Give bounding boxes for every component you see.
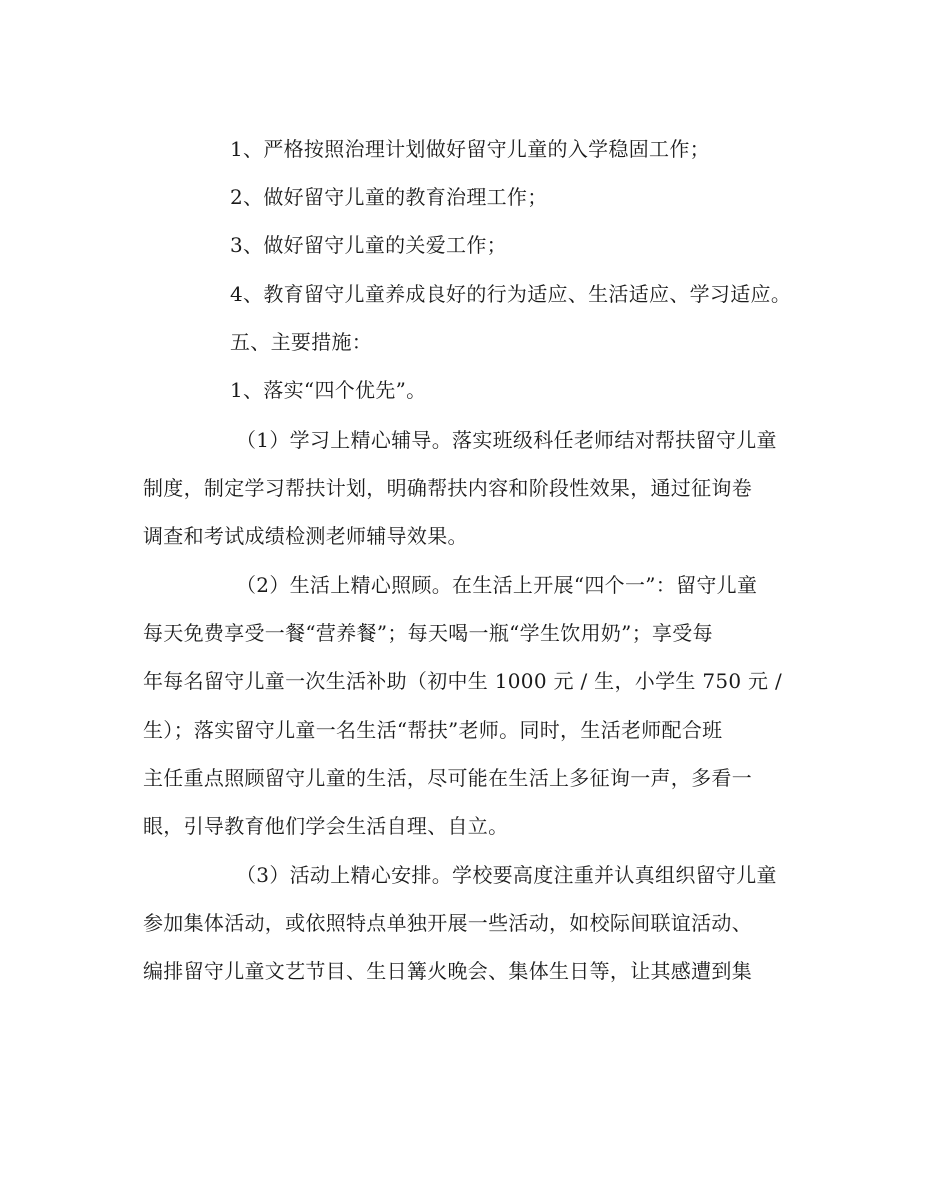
text-line-16: （3）活动上精心安排。学校要高度注重并认真组织留守儿童	[236, 863, 777, 887]
text-line-14: 主任重点照顾留守儿童的生活，尽可能在生活上多征询一声，多看一	[143, 766, 752, 790]
text-line-7: （1）学习上精心辅导。落实班级科任老师结对帮扶留守儿童	[236, 428, 777, 452]
section-heading: 五、主要措施：	[230, 330, 373, 354]
text-line-12: 年每名留守儿童一次生活补助（初中生 1000 元 / 生，小学生 750 元 /	[143, 669, 783, 693]
text-line-15: 眼，引导教育他们学会生活自理、自立。	[143, 814, 509, 838]
text-line-4: 4、教育留守儿童养成良好的行为适应、生活适应、学习适应。	[230, 282, 792, 306]
text-line-2: 2、做好留守儿童的教育治理工作；	[230, 185, 548, 209]
text-line-11: 每天免费享受一餐“营养餐”；每天喝一瓶“学生饮用奶”；享受每	[143, 621, 713, 645]
text-line-17: 参加集体活动，或依照特点单独开展一些活动，如校际间联谊活动、	[143, 911, 752, 935]
text-line-8: 制度，制定学习帮扶计划，明确帮扶内容和阶段性效果，通过征询卷	[143, 476, 752, 500]
text-line-1: 1、严格按照治理计划做好留守儿童的入学稳固工作；	[230, 137, 710, 161]
text-line-13: 生）；落实留守儿童一名生活“帮扶”老师。同时，生活老师配合班	[143, 718, 723, 742]
text-line-3: 3、做好留守儿童的关爱工作；	[230, 233, 507, 257]
text-line-10: （2）生活上精心照顾。在生活上开展“四个一”：留守儿童	[236, 573, 758, 597]
text-line-18: 编排留守儿童文艺节目、生日篝火晚会、集体生日等，让其感遭到集	[143, 959, 752, 983]
text-line-9: 调查和考试成绩检测老师辅导效果。	[143, 524, 468, 548]
text-line-6: 1、落实“四个优先”。	[230, 378, 427, 402]
